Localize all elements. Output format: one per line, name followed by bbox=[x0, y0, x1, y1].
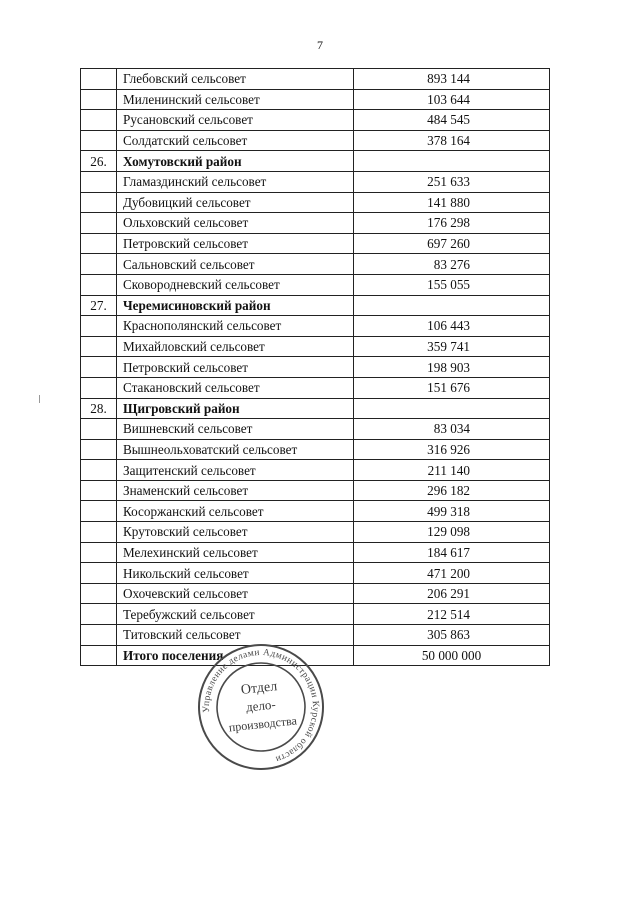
amount-value: 316 926 bbox=[427, 441, 470, 457]
district-name-cell: Черемисиновский район bbox=[117, 295, 354, 316]
settlement-name-cell: Крутовский сельсовет bbox=[117, 522, 354, 543]
table-row bbox=[81, 604, 550, 625]
table-row bbox=[81, 213, 550, 234]
row-number-cell bbox=[81, 254, 117, 275]
stamp-center-line2: дело- bbox=[245, 696, 277, 715]
row-number-cell bbox=[81, 192, 117, 213]
table-row bbox=[81, 419, 550, 440]
amount-value: 206 291 bbox=[427, 586, 470, 602]
amount-cell bbox=[354, 336, 550, 357]
settlement-name-cell: Никольский сельсовет bbox=[117, 563, 354, 584]
table-row bbox=[81, 480, 550, 501]
settlement-name-cell: Солдатский сельсовет bbox=[117, 130, 354, 151]
amount-value: 155 055 bbox=[427, 277, 470, 293]
settlement-name-cell: Сальновский сельсовет bbox=[117, 254, 354, 275]
row-number-cell bbox=[81, 522, 117, 543]
amount-cell bbox=[354, 398, 550, 419]
settlement-name-cell: Стакановский сельсовет bbox=[117, 377, 354, 398]
amount-cell bbox=[354, 254, 550, 275]
amount-cell bbox=[354, 89, 550, 110]
amount-cell bbox=[354, 357, 550, 378]
amount-cell bbox=[354, 439, 550, 460]
amount-cell bbox=[354, 233, 550, 254]
table-row bbox=[81, 171, 550, 192]
amount-cell bbox=[354, 213, 550, 234]
amount-cell bbox=[354, 563, 550, 584]
amount-value: 359 741 bbox=[427, 339, 470, 355]
row-number-cell bbox=[81, 336, 117, 357]
scan-edge-mark bbox=[39, 395, 40, 403]
allocation-table-body bbox=[81, 69, 550, 666]
amount-cell bbox=[354, 645, 550, 666]
row-number-cell bbox=[81, 645, 117, 666]
district-name-cell: Щигровский район bbox=[117, 398, 354, 419]
row-number-cell bbox=[81, 501, 117, 522]
amount-cell bbox=[354, 522, 550, 543]
table-row bbox=[81, 439, 550, 460]
table-row bbox=[81, 583, 550, 604]
settlement-name-cell: Миленинский сельсовет bbox=[117, 89, 354, 110]
table-row bbox=[81, 110, 550, 131]
settlement-name-cell: Вышнеольховатский сельсовет bbox=[117, 439, 354, 460]
amount-cell bbox=[354, 151, 550, 172]
row-number-cell bbox=[81, 377, 117, 398]
table-row bbox=[81, 130, 550, 151]
amount-value: 176 298 bbox=[427, 215, 470, 231]
amount-value: 499 318 bbox=[427, 503, 470, 519]
settlement-name-cell: Защитенский сельсовет bbox=[117, 460, 354, 481]
district-row bbox=[81, 398, 550, 419]
stamp-ring-text-path: Управление делами Администрации Курской области bbox=[201, 647, 321, 764]
district-row bbox=[81, 295, 550, 316]
settlement-name-cell: Охочевский сельсовет bbox=[117, 583, 354, 604]
row-number-cell bbox=[81, 625, 117, 646]
table-row bbox=[81, 357, 550, 378]
row-number-cell bbox=[81, 69, 117, 90]
row-number-cell bbox=[81, 130, 117, 151]
amount-cell bbox=[354, 316, 550, 337]
amount-cell bbox=[354, 583, 550, 604]
amount-value: 83 276 bbox=[433, 256, 470, 272]
amount-value: 198 903 bbox=[427, 359, 470, 375]
row-number-cell bbox=[81, 171, 117, 192]
settlement-name-cell: Петровский сельсовет bbox=[117, 357, 354, 378]
amount-cell bbox=[354, 295, 550, 316]
amount-value: 141 880 bbox=[427, 194, 470, 210]
table-row bbox=[81, 254, 550, 275]
table-row bbox=[81, 522, 550, 543]
amount-value: 484 545 bbox=[427, 112, 470, 128]
row-number-cell bbox=[81, 480, 117, 501]
amount-value: 151 676 bbox=[427, 380, 470, 396]
amount-cell bbox=[354, 501, 550, 522]
amount-value: 471 200 bbox=[427, 565, 470, 581]
amount-value: 893 144 bbox=[427, 71, 470, 87]
row-number-cell bbox=[81, 583, 117, 604]
row-number-cell bbox=[81, 563, 117, 584]
amount-cell bbox=[354, 110, 550, 131]
amount-value: 305 863 bbox=[427, 627, 470, 643]
row-number-cell bbox=[81, 233, 117, 254]
amount-cell bbox=[354, 625, 550, 646]
table-row bbox=[81, 69, 550, 90]
row-number-cell bbox=[81, 460, 117, 481]
district-name-cell: Хомутовский район bbox=[117, 151, 354, 172]
amount-value: 129 098 bbox=[427, 524, 470, 540]
amount-cell bbox=[354, 542, 550, 563]
settlement-name-cell: Вишневский сельсовет bbox=[117, 419, 354, 440]
amount-cell bbox=[354, 604, 550, 625]
amount-value: 106 443 bbox=[427, 318, 470, 334]
row-number-cell bbox=[81, 357, 117, 378]
amount-value: 378 164 bbox=[427, 133, 470, 149]
table-row bbox=[81, 501, 550, 522]
amount-value: 103 644 bbox=[427, 91, 470, 107]
settlement-name-cell: Знаменский сельсовет bbox=[117, 480, 354, 501]
table-row bbox=[81, 89, 550, 110]
settlement-name-cell: Петровский сельсовет bbox=[117, 233, 354, 254]
amount-cell bbox=[354, 171, 550, 192]
settlement-name-cell: Дубовицкий сельсовет bbox=[117, 192, 354, 213]
table-row bbox=[81, 563, 550, 584]
settlement-name-cell: Теребужский сельсовет bbox=[117, 604, 354, 625]
settlement-name-cell: Титовский сельсовет bbox=[117, 625, 354, 646]
stamp-center-line1: Отдел bbox=[240, 679, 278, 698]
row-number-cell: 26. bbox=[81, 151, 117, 172]
row-number-cell bbox=[81, 439, 117, 460]
amount-value: 697 260 bbox=[427, 236, 470, 252]
row-number-cell: 28. bbox=[81, 398, 117, 419]
table-row bbox=[81, 274, 550, 295]
settlement-name-cell: Мелехинский сельсовет bbox=[117, 542, 354, 563]
settlement-name-cell: Ольховский сельсовет bbox=[117, 213, 354, 234]
row-number-cell bbox=[81, 604, 117, 625]
settlement-name-cell: Глебовский сельсовет bbox=[117, 69, 354, 90]
amount-cell bbox=[354, 69, 550, 90]
table-row bbox=[81, 316, 550, 337]
row-number-cell bbox=[81, 419, 117, 440]
stamp-center-line3: производства bbox=[228, 713, 298, 735]
row-number-cell bbox=[81, 213, 117, 234]
amount-cell bbox=[354, 419, 550, 440]
table-row bbox=[81, 336, 550, 357]
amount-cell bbox=[354, 480, 550, 501]
table-row bbox=[81, 192, 550, 213]
table-row bbox=[81, 377, 550, 398]
total-label-cell: Итого поселения bbox=[117, 645, 354, 666]
row-number-cell bbox=[81, 110, 117, 131]
allocation-table bbox=[80, 68, 550, 666]
row-number-cell bbox=[81, 316, 117, 337]
total-amount-value: 50 000 000 bbox=[421, 647, 482, 663]
settlement-name-cell: Михайловский сельсовет bbox=[117, 336, 354, 357]
district-row bbox=[81, 151, 550, 172]
amount-cell bbox=[354, 192, 550, 213]
row-number-cell bbox=[81, 274, 117, 295]
row-number-cell bbox=[81, 89, 117, 110]
settlement-name-cell: Русановский сельсовет bbox=[117, 110, 354, 131]
amount-value: 211 140 bbox=[427, 462, 470, 478]
settlement-name-cell: Косоржанский сельсовет bbox=[117, 501, 354, 522]
office-stamp bbox=[190, 636, 333, 779]
settlement-name-cell: Краснополянский сельсовет bbox=[117, 316, 354, 337]
amount-value: 212 514 bbox=[427, 606, 470, 622]
page-number: 7 bbox=[317, 38, 323, 52]
amount-cell bbox=[354, 130, 550, 151]
amount-value: 251 633 bbox=[427, 174, 470, 190]
amount-value: 184 617 bbox=[427, 544, 470, 560]
table-row bbox=[81, 542, 550, 563]
row-number-cell: 27. bbox=[81, 295, 117, 316]
amount-cell bbox=[354, 460, 550, 481]
table-row bbox=[81, 233, 550, 254]
settlement-name-cell: Гламаздинский сельсовет bbox=[117, 171, 354, 192]
amount-cell bbox=[354, 377, 550, 398]
row-number-cell bbox=[81, 542, 117, 563]
amount-value: 296 182 bbox=[427, 483, 470, 499]
settlement-name-cell: Сковородневский сельсовет bbox=[117, 274, 354, 295]
amount-value: 83 034 bbox=[433, 421, 470, 437]
table-row bbox=[81, 460, 550, 481]
amount-cell bbox=[354, 274, 550, 295]
